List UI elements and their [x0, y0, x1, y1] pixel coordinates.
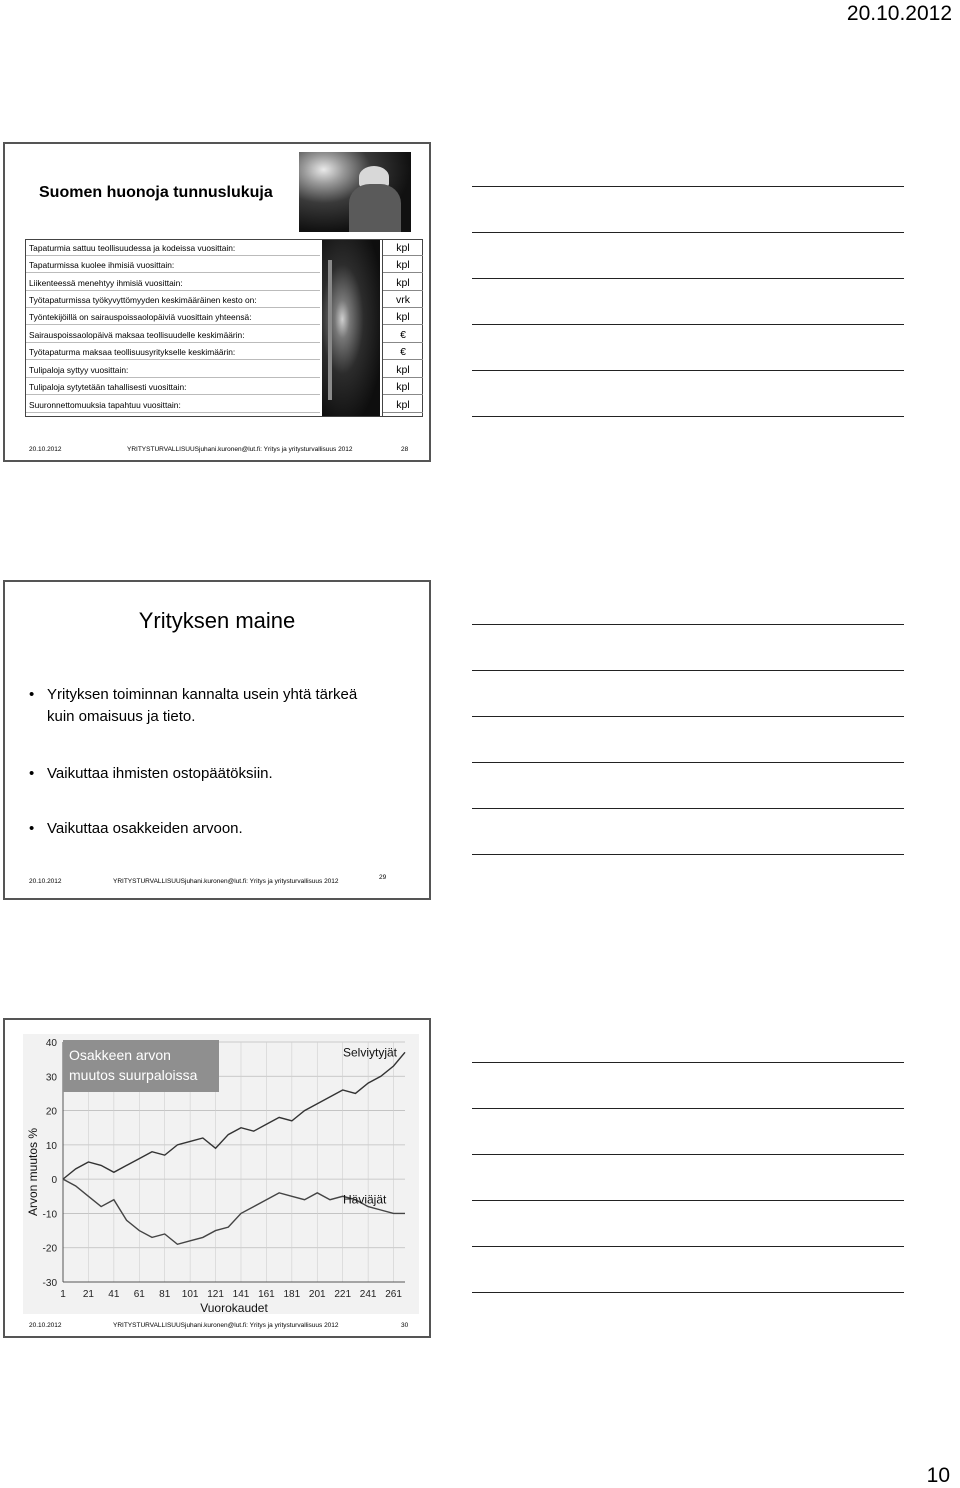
- slide-title: Yrityksen maine: [138, 608, 296, 633]
- x-tick-label: 1: [60, 1289, 66, 1300]
- stat-row-label: Suuronnettomuuksia tapahtuu vuosittain:: [26, 397, 320, 413]
- unit-cell: kpl: [383, 240, 423, 256]
- unit-cell: €: [383, 327, 423, 343]
- x-tick-label: 141: [232, 1289, 250, 1300]
- x-tick-label: 161: [258, 1289, 275, 1300]
- x-tick-label: 181: [283, 1289, 301, 1300]
- note-line: [472, 716, 904, 717]
- stat-row-label: Sairauspoissaolopäivä maksaa teollisuudelle keskimäärin:: [26, 327, 320, 343]
- mine-photo: [322, 240, 380, 416]
- page-date: 20.10.2012: [846, 2, 952, 25]
- note-line: [472, 278, 904, 279]
- bullet-dot: •: [29, 765, 35, 782]
- unit-cell: kpl: [383, 257, 423, 273]
- note-line: [472, 1292, 904, 1293]
- y-axis-label: Arvon muutos %: [26, 1127, 40, 1217]
- bullet-text: Yrityksen toiminnan kannalta usein yhtä tärkeä kuin omaisuus ja tieto.: [47, 686, 358, 725]
- firefighter-photo: [299, 152, 411, 232]
- note-line: [472, 416, 904, 417]
- note-line: [472, 624, 904, 625]
- y-tick-label: 30: [45, 1072, 57, 1084]
- unit-cell: vrk: [383, 292, 423, 308]
- bullet-text: Vaikuttaa ihmisten ostopäätöksiin.: [47, 765, 273, 782]
- y-tick-label: 40: [45, 1038, 57, 1049]
- x-tick-label: 81: [159, 1289, 171, 1300]
- x-axis-label: Vuorokaudet: [200, 1301, 268, 1314]
- slide-30: [3, 1018, 431, 1338]
- note-line: [472, 1108, 904, 1109]
- x-tick-label: 121: [207, 1289, 224, 1300]
- page-number: 10: [926, 1464, 950, 1487]
- note-line: [472, 370, 904, 371]
- footer-text: YRITYSTURVALLISUUSjuhani.kuronen@lut.fi: Yritys ja yritysturvallisuus 2012: [113, 878, 339, 885]
- y-tick-label: 0: [51, 1175, 57, 1187]
- stat-row-label: Tapaturmia sattuu teollisuudessa ja kodeissa vuosittain:: [26, 240, 320, 256]
- note-line: [472, 232, 904, 233]
- x-tick-label: 261: [385, 1289, 402, 1300]
- note-line: [472, 670, 904, 671]
- footer-text: YRITYSTURVALLISUUSjuhani.kuronen@lut.fi: Yritys ja yritysturvallisuus 2012: [113, 1322, 339, 1329]
- footer-slide-number: 29: [379, 874, 387, 881]
- series-line: [63, 1179, 405, 1244]
- note-line: [472, 1200, 904, 1201]
- note-line: [472, 1154, 904, 1155]
- x-tick-label: 221: [334, 1289, 352, 1300]
- bullet-dot: •: [29, 820, 35, 837]
- share-value-chart: [23, 1034, 419, 1314]
- stat-row-label: Työntekijöillä on sairauspoissaolopäiviä vuosittain yhteensä:: [26, 309, 320, 325]
- x-tick-label: 41: [108, 1289, 120, 1300]
- slide-28: [3, 142, 431, 462]
- y-tick-label: 20: [45, 1106, 57, 1118]
- stat-row-label: Tulipaloja syttyy vuosittain:: [26, 362, 320, 378]
- unit-cell: €: [383, 344, 423, 360]
- x-tick-label: 101: [181, 1289, 199, 1300]
- x-tick-label: 241: [359, 1289, 377, 1300]
- y-tick-label: -10: [42, 1209, 57, 1221]
- slide-29: [3, 580, 431, 900]
- stat-row-label: Tulipaloja sytytetään tahallisesti vuosittain:: [26, 379, 320, 395]
- unit-cell: kpl: [383, 275, 423, 291]
- note-line: [472, 1246, 904, 1247]
- stat-row-label: Liikenteessä menehtyy ihmisiä vuosittain:: [26, 275, 320, 291]
- unit-cell: kpl: [383, 379, 423, 395]
- note-line: [472, 324, 904, 325]
- stat-row-label: Tapaturmissa kuolee ihmisiä vuosittain:: [26, 257, 320, 273]
- stat-row-label: Työtapaturma maksaa teollisuusyritykselle keskimäärin:: [26, 344, 320, 360]
- x-tick-label: 61: [133, 1289, 145, 1300]
- unit-cell: kpl: [383, 309, 423, 325]
- series-label: Selviytyjät: [343, 1045, 398, 1060]
- statistics-units: [382, 240, 423, 416]
- bullet-dot: •: [29, 686, 35, 703]
- footer-slide-number: 30: [401, 1322, 409, 1329]
- footer-slide-number: 28: [401, 446, 409, 453]
- note-line: [472, 808, 904, 809]
- footer-date: 20.10.2012: [29, 878, 62, 885]
- y-tick-label: -20: [42, 1243, 57, 1255]
- unit-cell: kpl: [383, 362, 423, 378]
- x-tick-label: 21: [82, 1289, 94, 1300]
- note-line: [472, 186, 904, 187]
- note-line: [472, 854, 904, 855]
- figure-shape: [349, 184, 401, 232]
- y-tick-label: 10: [45, 1140, 57, 1152]
- y-tick-label: -30: [42, 1278, 57, 1289]
- stat-row-label: Työtapaturmissa työkyvyttömyyden keskimääräinen kesto on:: [26, 292, 320, 308]
- slide-title: Suomen huonoja tunnuslukuja: [39, 184, 273, 201]
- x-tick-label: 201: [308, 1289, 326, 1300]
- note-line: [472, 762, 904, 763]
- footer-date: 20.10.2012: [29, 446, 62, 453]
- statistics-table: [25, 239, 423, 417]
- footer-text: YRITYSTURVALLISUUSjuhani.kuronen@lut.fi: Yritys ja yritysturvallisuus 2012: [127, 446, 353, 453]
- bullet-text: Vaikuttaa osakkeiden arvoon.: [47, 820, 243, 837]
- series-label: Häviäjät: [343, 1192, 387, 1207]
- statistics-labels: [26, 240, 320, 416]
- chart-title: Osakkeen arvon muutos suurpaloissa: [63, 1040, 219, 1092]
- note-line: [472, 1062, 904, 1063]
- unit-cell: kpl: [383, 397, 423, 413]
- footer-date: 20.10.2012: [29, 1322, 62, 1329]
- light-beam-shape: [328, 260, 332, 400]
